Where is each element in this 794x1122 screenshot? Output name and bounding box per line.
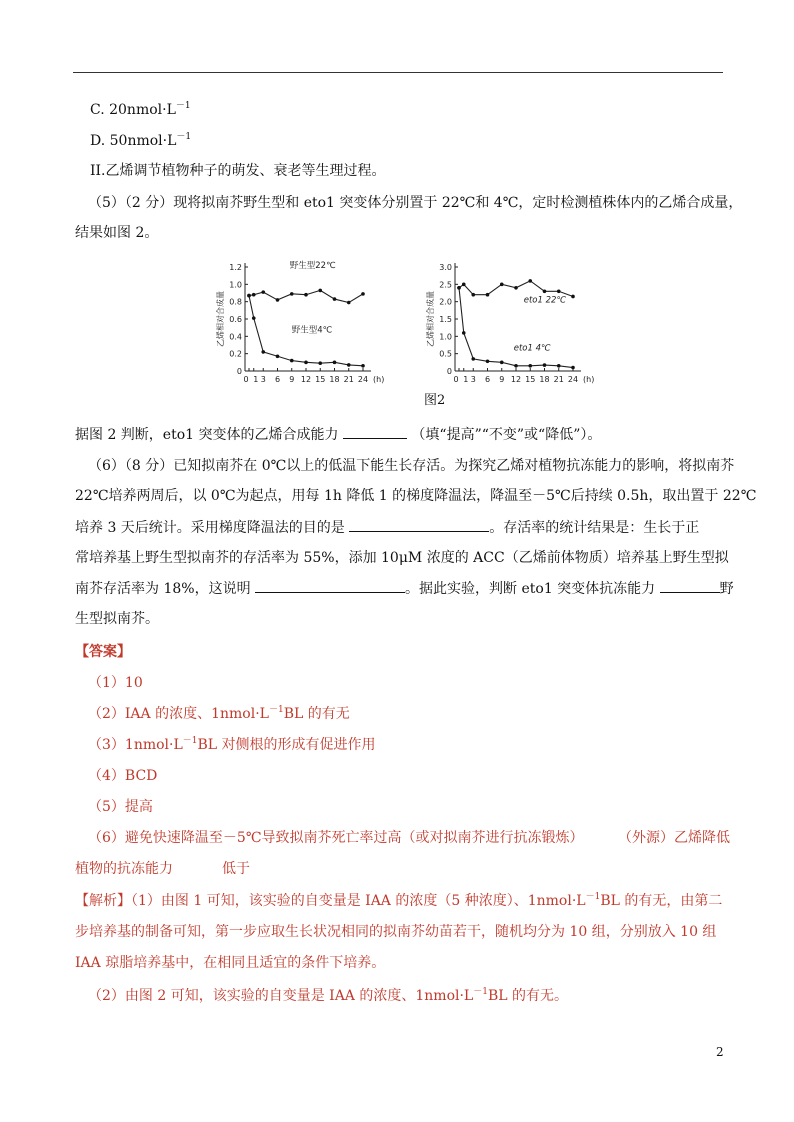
- answer-blank[interactable]: [660, 578, 720, 593]
- y-tick-label: 2.5: [439, 280, 452, 290]
- q6-line2: 22℃培养两周后，以 0℃为起点，用每 1h 降低 1 的梯度降温法，降温至－5℃后持续 0.5h，取出置于 22℃: [75, 488, 757, 504]
- data-point: [290, 359, 294, 363]
- data-point: [571, 366, 575, 370]
- y-axis-label: 乙烯相对合成量: [426, 291, 435, 347]
- data-point: [347, 301, 351, 305]
- x-tick-label: 24: [357, 375, 369, 384]
- analysis-line4: （2）由图 2 可知，该实验的自变量是 IAA 的浓度、$1nmol\cdot L^{-1}BL$ 的有无。: [88, 987, 568, 1004]
- x-tick-label: 6: [484, 375, 491, 384]
- series-label: 野生型22℃: [289, 260, 336, 271]
- q6-line4: 常培养基上野生型拟南芥的存活率为 55%，添加 10μM 浓度的 ACC（乙烯前体物质）培养基上野生型拟: [75, 550, 729, 566]
- data-point: [462, 283, 466, 287]
- answer-6-line2-tail: 低于: [222, 861, 250, 877]
- y-tick-label: 0.4: [229, 332, 242, 342]
- y-tick-label: 0.8: [229, 297, 242, 307]
- x-tick-label: 6: [274, 375, 281, 384]
- data-point: [528, 364, 532, 368]
- answer-blank[interactable]: [349, 517, 489, 532]
- data-point: [500, 283, 504, 287]
- x-tick-label: 1: [463, 375, 469, 384]
- y-tick-label: 3.0: [439, 263, 452, 272]
- data-point: [261, 350, 265, 354]
- answer-1: （1）10: [88, 675, 143, 691]
- y-tick-label: 1.2: [229, 263, 242, 272]
- answer-5: （5）提高: [88, 799, 153, 815]
- data-point: [247, 294, 251, 298]
- answer-6-line1: （6）避免快速降温至－5℃导致拟南芥死亡率过高（或对拟南芥进行抗冻锻炼）: [88, 830, 584, 846]
- y-tick-label: 1.0: [439, 332, 452, 342]
- x-tick-label: 15: [525, 375, 536, 384]
- series-label: 野生型4℃: [291, 325, 333, 336]
- data-point: [276, 298, 280, 302]
- data-point: [457, 286, 461, 290]
- figure-caption: 图2: [424, 393, 446, 408]
- y-tick-label: 0.2: [229, 349, 242, 359]
- data-point: [304, 361, 308, 365]
- data-point: [543, 289, 547, 293]
- analysis-line2: 步培养基的制备可知，第一步应取生长状况相同的拟南芥幼苗若干，随机均分为 10 组，分别放入 10 组: [75, 924, 717, 940]
- y-tick-label: 0.5: [439, 349, 452, 359]
- data-point: [261, 290, 265, 294]
- figure-2: [215, 255, 600, 410]
- data-point: [333, 297, 337, 301]
- data-point: [318, 361, 322, 365]
- answer-4: （4）BCD: [88, 768, 158, 784]
- figure-2-svg: [215, 255, 600, 410]
- x-tick-label: 0: [243, 375, 249, 384]
- data-point: [361, 292, 365, 296]
- y-tick-label: 1.0: [229, 280, 242, 290]
- y-tick-label: 0: [446, 367, 452, 376]
- data-point: [333, 361, 337, 365]
- q6-line3: 培养 3 天后统计。采用梯度降温法的目的是 。存活率的统计结果是：生长于正: [75, 517, 699, 538]
- data-point: [500, 361, 504, 365]
- x-tick-label: 9: [499, 375, 505, 384]
- page-number: 2: [716, 1045, 724, 1059]
- section-heading: II.乙烯调节植物种子的萌发、衰老等生理过程。: [90, 163, 386, 179]
- data-point: [514, 286, 518, 290]
- y-tick-label: 2.0: [439, 297, 452, 307]
- data-point: [557, 289, 561, 293]
- q6-line1: （6）（8 分）已知拟南芥在 0℃以上的低温下能生长存活。为探究乙烯对植物抗冻能力的影响，将拟南芥: [88, 458, 735, 474]
- x-axis-label: (h): [583, 375, 595, 384]
- data-point: [471, 357, 475, 361]
- data-point: [361, 364, 365, 368]
- x-tick-label: 24: [567, 375, 579, 384]
- data-point: [290, 292, 294, 296]
- data-point: [471, 293, 475, 297]
- answer-2: （2）IAA 的浓度、$1nmol\cdot L^{-1}BL$ 的有无: [88, 705, 350, 722]
- option-c: C. $20nmol\cdot L^{-1}$: [90, 101, 191, 118]
- x-tick-label: 3: [260, 375, 266, 384]
- data-point: [528, 279, 532, 283]
- y-tick-label: 0.6: [229, 315, 242, 324]
- data-point: [543, 363, 547, 367]
- x-tick-label: 0: [453, 375, 459, 384]
- answer-3: $(3)1nmol\cdot L^{-1}BL$ 对侧根的形成有促进作用: [88, 736, 376, 753]
- x-tick-label: 12: [510, 375, 522, 384]
- data-point: [486, 293, 490, 297]
- answer-heading: 【答案】: [75, 644, 131, 660]
- data-point: [347, 363, 351, 367]
- x-tick-label: 15: [315, 375, 326, 384]
- x-tick-label: 3: [470, 375, 476, 384]
- data-point: [318, 289, 322, 293]
- x-tick-label: 18: [329, 375, 340, 384]
- answer-blank[interactable]: [255, 578, 405, 593]
- data-point: [571, 295, 575, 299]
- data-point: [514, 364, 518, 368]
- analysis-line1: 【解析】（1）由图 1 可知，该实验的自变量是 IAA 的浓度（5 种浓度）、$1nmol\cdot L^{-1}BL$ 的有无，由第二: [75, 892, 723, 909]
- q5-line1: （5）（2 分）现将拟南芥野生型和 eto1 突变体分别置于 22℃和 4℃，定时检测植株体内的乙烯合成量，: [88, 195, 743, 211]
- answer-6-line1-tail: （外源）乙烯降低: [618, 830, 730, 846]
- y-tick-label: 1.5: [439, 315, 452, 324]
- x-tick-label: 21: [343, 375, 354, 384]
- data-point: [252, 293, 256, 297]
- data-point: [486, 359, 490, 363]
- data-point: [557, 364, 561, 368]
- data-point: [462, 331, 466, 335]
- q6-line6: 生型拟南芥。: [75, 611, 159, 627]
- answer-6-line2: 植物的抗冻能力: [75, 861, 173, 877]
- x-tick-label: 18: [539, 375, 550, 384]
- data-point: [304, 293, 308, 297]
- y-tick-label: 0: [236, 367, 242, 376]
- analysis-line3: IAA 琼脂培养基中，在相同且适宜的条件下培养。: [75, 955, 386, 971]
- q6-line5: 南芥存活率为 18%，这说明 。据此实验，判断 eto1 突变体抗冻能力 野: [75, 578, 734, 599]
- x-tick-label: 21: [553, 375, 564, 384]
- x-tick-label: 12: [300, 375, 312, 384]
- data-point: [252, 316, 256, 320]
- y-axis-label: 乙烯相对合成量: [216, 291, 225, 347]
- header-rule: [73, 72, 723, 73]
- x-tick-label: 1: [253, 375, 259, 384]
- q5-question: 据图 2 判断，eto1 突变体的乙烯合成能力 （填“提高”“不变”或“降低”）。: [75, 424, 601, 445]
- q5-line2: 结果如图 2。: [75, 225, 159, 241]
- option-d: D. $50nmol\cdot L^{-1}$: [90, 132, 192, 149]
- series-label: eto1 22℃: [523, 295, 566, 306]
- series-label: eto1 4℃: [513, 343, 551, 354]
- x-axis-label: (h): [373, 375, 385, 384]
- x-tick-label: 9: [289, 375, 295, 384]
- answer-blank[interactable]: [343, 424, 407, 439]
- data-point: [276, 354, 280, 358]
